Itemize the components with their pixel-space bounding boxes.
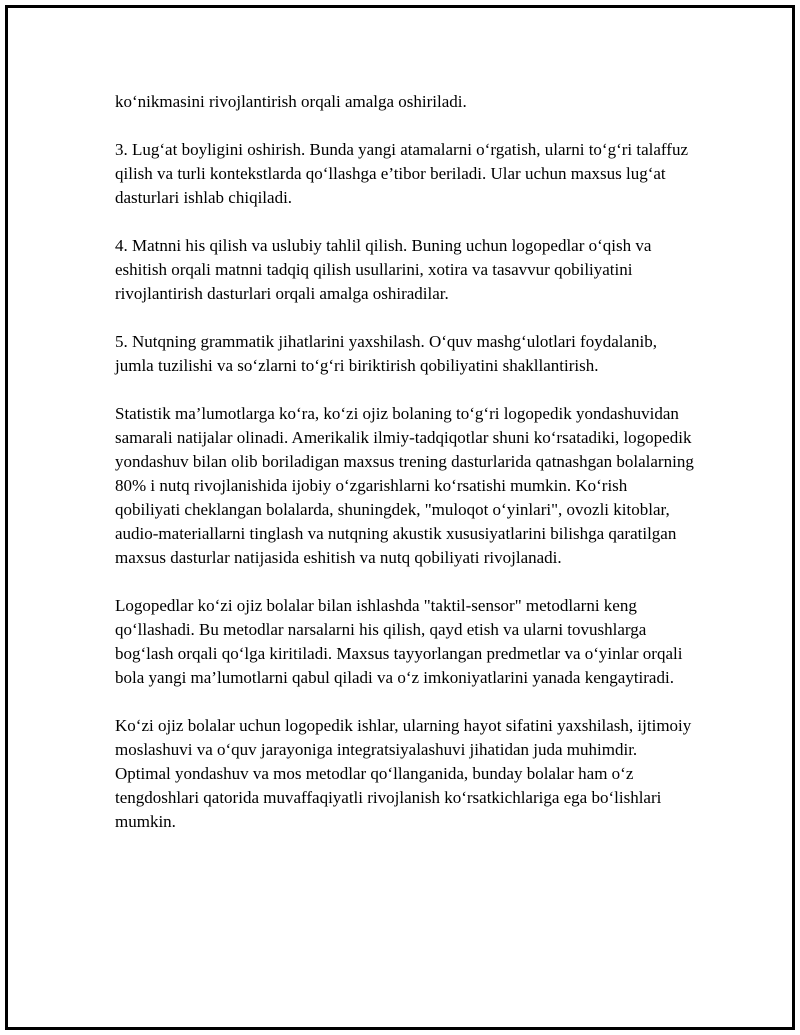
paragraph-tactile-methods: Logopedlar ko‘zi ojiz bolalar bilan ishlashda "taktil-sensor" metodlarni keng qo‘llashadi. Bu metodlar narsalarni his qilish, qayd etish va ularni tovushlarga bog‘lash orqali qo‘lga kiritiladi. Maxsus tayyorlangan predmetlar va o‘yinlar orqali bola yangi ma’lumotlarni qabul qiladi va o‘z imkoniyatlarini yanada kengaytiradi. [115, 596, 683, 687]
paragraph-continuation: ko‘nikmasini rivojlantirish orqali amalga oshiriladi. [115, 92, 467, 111]
paragraph-statistics: Statistik ma’lumotlarga ko‘ra, ko‘zi ojiz bolaning to‘g‘ri logopedik yondashuvidan samarali natijalar olinadi. Amerikalik ilmiy-tadqiqotlar shuni ko‘rsatadiki, logopedik yondashuv bilan olib boriladigan maxsus trening dasturlarida qatnashgan bolalarning 80% i nutq rivojlanishida ijobiy o‘zgarishlarni ko‘rsatishi mumkin. Ko‘rish qobiliyati cheklangan bolalarda, shuningdek, "muloqot o‘yinlari", ovozli kitoblar, audio-materiallarni tinglash va nutqning akustik xususiyatlarini bilishga qaratilgan maxsus dasturlar natijasida eshitish va nutq qobiliyati rivojlanadi. [115, 404, 694, 567]
paragraph-conclusion: Ko‘zi ojiz bolalar uchun logopedik ishlar, ularning hayot sifatini yaxshilash, ijtimoiy moslashuvi va o‘quv jarayoniga integratsiyalashuvi jihatidan juda muhimdir. Optimal yondashuv va mos metodlar qo‘llanganida, bunday bolalar ham o‘z tengdoshlari qatorida muvaffaqiyatli rivojlanish ko‘rsatkichlariga ega bo‘lishlari mumkin. [115, 716, 692, 831]
paragraph-item-3: 3. Lug‘at boyligini oshirish. Bunda yangi atamalarni o‘rgatish, ularni to‘g‘ri talaffuz qilish va turli kontekstlarda qo‘llashga e’tibor beriladi. Ular uchun maxsus lug‘at dasturlari ishlab chiqiladi. [115, 140, 688, 207]
paragraph-item-5: 5. Nutqning grammatik jihatlarini yaxshilash. O‘quv mashg‘ulotlari foydalanib, jumla tuzilishi va so‘zlarni to‘g‘ri biriktirish qobiliyatini shakllantirish. [115, 332, 658, 375]
paragraph-item-4: 4. Matnni his qilish va uslubiy tahlil qilish. Buning uchun logopedlar o‘qish va eshitish orqali matnni tadqiq qilish usullarini, xotira va tasavvur qobiliyatini rivojlantirish dasturlari orqali amalga oshiradilar. [115, 236, 652, 303]
document-body [115, 90, 695, 858]
